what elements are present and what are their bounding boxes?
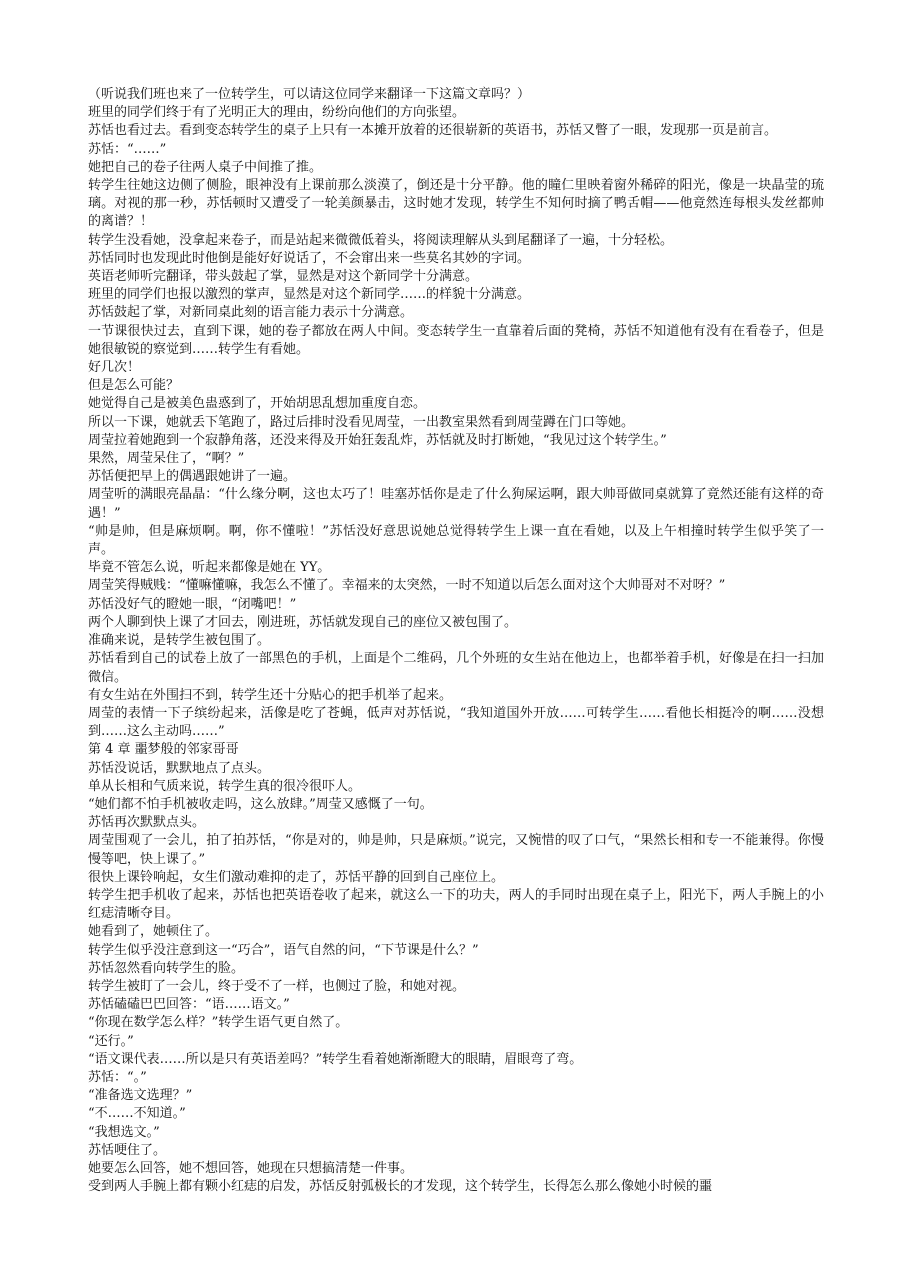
- paragraph: 准确来说，是转学生被包围了。: [88, 633, 271, 649]
- paragraph: 苏恬也看过去。看到变态转学生的桌子上只有一本摊开放着的还很崭新的英语书，苏恬又瞥了一眼，发现那一页是前言。: [88, 123, 778, 139]
- document-body: [88, 86, 824, 1196]
- paragraph: 周莹的表情一下子缤纷起来，活像是吃了苍蝇，低声对苏恬说，“我知道国外开放……可转学生……看他长相挺冷的啊……没想到……这么主动吗……”: [88, 705, 824, 740]
- paragraph: 转学生被盯了一会儿，终于受不了一样，也侧过了脸，和她对视。: [88, 978, 466, 994]
- paragraph: 转学生往她这边侧了侧脸，眼神没有上课前那么淡漠了，倒还是十分平静。他的瞳仁里映着窗外稀碎的阳光，像是一块晶莹的琉璃。对视的那一秒，苏恬顿时又遭受了一轮美颜暴击，这时她才发现，转学生不知何时摘了鸭舌帽——他竟然连每根头发丝都帅的离谱？！: [88, 178, 824, 230]
- paragraph: 苏恬便把早上的偶遇跟她讲了一遍。: [88, 469, 297, 485]
- paragraph: “你现在数学怎么样？”转学生语气更自然了。: [88, 1015, 349, 1031]
- paragraph: 苏恬磕磕巴巴回答：“语……语文。”: [88, 997, 290, 1013]
- paragraph: “准备选文选理？”: [88, 1088, 193, 1104]
- paragraph: “语文课代表……所以是只有英语差吗？”转学生看着她渐渐瞪大的眼睛，眉眼弯了弯。: [88, 1051, 583, 1067]
- paragraph: 苏恬没好气的瞪她一眼，“闭嘴吧！”: [88, 596, 297, 612]
- paragraph: 她看到了，她顿住了。: [88, 924, 219, 940]
- paragraph: 苏恬同时也发现此时他倒是能好好说话了，不会窜出来一些莫名其妙的字词。: [88, 250, 531, 266]
- paragraph: “我想选文。”: [88, 1124, 160, 1140]
- paragraph: “帅是帅，但是麻烦啊。啊，你不懂啦！”苏恬没好意思说她总觉得转学生上课一直在看她，以及上午相撞时转学生似乎笑了一声。: [88, 523, 824, 558]
- paragraph: 有女生站在外围扫不到，转学生还十分贴心的把手机举了起来。: [88, 687, 453, 703]
- paragraph: 苏恬再次默默点头。: [88, 815, 206, 831]
- paragraph: 转学生把手机收了起来，苏恬也把英语卷收了起来，就这么一下的功夫，两人的手同时出现在桌子上，阳光下，两人手腕上的小红痣清晰夺目。: [88, 887, 824, 922]
- paragraph: 单从长相和气质来说，转学生真的很冷很吓人。: [88, 778, 362, 794]
- paragraph: 周莹围观了一会儿，拍了拍苏恬，“你是对的，帅是帅，只是麻烦。”说完，又惋惜的叹了口气，“果然长相和专一不能兼得。你慢慢等吧，快上课了。”: [88, 833, 824, 867]
- paragraph: 苏恬：“……”: [88, 141, 167, 157]
- paragraph: 苏恬：“。”: [88, 1069, 147, 1085]
- paragraph: 周莹拉着她跑到一个寂静角落，还没来得及开始狂轰乱炸，苏恬就及时打断她，“我见过这个转学生。”: [88, 432, 667, 448]
- paragraph: 苏恬哽住了。: [88, 1142, 167, 1158]
- paragraph: 转学生似乎没注意到这一“巧合”，语气自然的问，“下节课是什么？”: [88, 942, 479, 958]
- paragraph: 受到两人手腕上都有颗小红痣的启发，苏恬反射弧极长的才发现，这个转学生，长得怎么那么像她小时候的噩: [88, 1179, 713, 1195]
- paragraph: 她要怎么回答，她不想回答，她现在只想搞清楚一件事。: [88, 1160, 414, 1176]
- paragraph: 转学生没看她，没拿起来卷子，而是站起来微微低着头，将阅读理解从头到尾翻译了一遍，十分轻松。: [88, 232, 674, 248]
- paragraph: “不……不知道。”: [88, 1106, 186, 1122]
- paragraph: “还行。”: [88, 1033, 134, 1049]
- paragraph: 一节课很快过去，直到下课，她的卷子都放在两人中间。变态转学生一直靠着后面的凳椅，苏恬不知道他有没有在看卷子，但是她很敏锐的察觉到……转学生有看她。: [88, 323, 824, 357]
- paragraph: 苏恬看到自己的试卷上放了一部黑色的手机，上面是个二维码，几个外班的女生站在他边上，也都举着手机，好像是在扫一扫加微信。: [88, 651, 824, 685]
- paragraph: 两个人聊到快上课了才回去，刚进班，苏恬就发现自己的座位又被包围了。: [88, 614, 518, 630]
- paragraph: “她们都不怕手机被收走吗，这么放肆。”周莹又感慨了一句。: [88, 796, 433, 812]
- paragraph: 班里的同学们终于有了光明正大的理由，纷纷向他们的方向张望。: [88, 105, 466, 121]
- paragraph: 英语老师听完翻译，带头鼓起了掌，显然是对这个新同学十分满意。: [88, 269, 479, 285]
- paragraph: 所以一下课，她就丢下笔跑了，路过后排时没看见周莹，一出教室果然看到周莹蹲在门口等她。: [88, 414, 635, 430]
- paragraph: （听说我们班也来了一位转学生，可以请这位同学来翻译一下这篇文章吗？）: [88, 87, 531, 102]
- paragraph: 她把自己的卷子往两人桌子中间推了推。: [88, 159, 323, 175]
- paragraph: 苏恬鼓起了掌，对新同桌此刻的语言能力表示十分满意。: [88, 305, 414, 321]
- paragraph: 毕竟不管怎么说，听起来都像是她在 YY。: [88, 560, 331, 576]
- paragraph: 周莹笑得贼贱：“懂嘛懂嘛，我怎么不懂了。幸福来的太突然，一时不知道以后怎么面对这个大帅哥对不对呀？”: [88, 578, 726, 594]
- paragraph: 周莹听的满眼亮晶晶：“什么缘分啊，这也太巧了！哇塞苏恬你是走了什么狗屎运啊，跟大帅哥做同桌就算了竟然还能有这样的奇遇！”: [88, 487, 824, 521]
- paragraph: 很快上课铃响起，女生们激动难抑的走了，苏恬平静的回到自己座位上。: [88, 869, 505, 885]
- chapter-heading: 第 4 章 噩梦般的邻家哥哥: [88, 742, 239, 758]
- paragraph: 好几次！: [88, 360, 141, 376]
- paragraph: 班里的同学们也报以激烈的掌声，显然是对这个新同学……的样貌十分满意。: [88, 287, 531, 303]
- paragraph: 她觉得自己是被美色蛊惑到了，开始胡思乱想加重度自恋。: [88, 396, 427, 412]
- paragraph: 苏恬忽然看向转学生的脸。: [88, 960, 245, 976]
- paragraph: 但是怎么可能？: [88, 378, 180, 394]
- paragraph: 果然，周莹呆住了，“啊？”: [88, 451, 245, 467]
- paragraph: 苏恬没说话，默默地点了点头。: [88, 760, 271, 776]
